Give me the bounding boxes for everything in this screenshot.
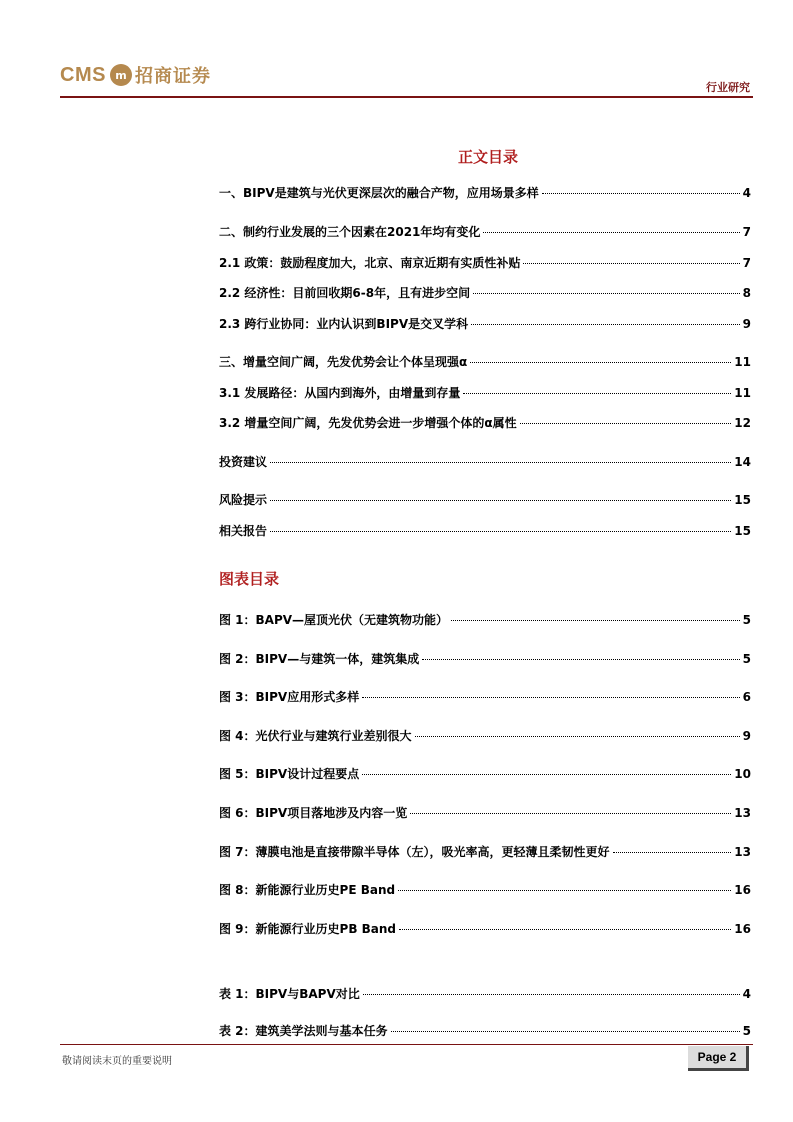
toc-entry[interactable] [219, 353, 751, 371]
toc-entry-label: 相关报告 [219, 524, 268, 538]
table-entry-page: 4 [742, 987, 751, 1001]
leader-dots [483, 232, 739, 233]
company-logo [60, 62, 211, 88]
toc-entry-label: 2.1 政策：鼓励程度加大，北京、南京近期有实质性补贴 [219, 256, 521, 270]
toc-entry[interactable] [219, 254, 751, 272]
figure-entry[interactable] [219, 688, 751, 706]
toc-entry-label: 风险提示 [219, 493, 268, 507]
toc-entry[interactable] [219, 453, 751, 471]
toc-entry[interactable] [219, 491, 751, 509]
table-entry[interactable] [219, 985, 751, 1003]
figure-entry[interactable] [219, 843, 751, 861]
toc-entry-label: 2.3 跨行业协同：业内认识到BIPV是交叉学科 [219, 317, 469, 331]
toc-entry-page: 12 [734, 416, 751, 430]
toc-entry-page: 11 [734, 386, 751, 400]
figure-entry-page: 16 [734, 922, 751, 936]
toc-entry-page: 14 [734, 455, 751, 469]
toc-title: 正文目录 [457, 148, 518, 166]
toc-entry-page: 7 [742, 256, 751, 270]
figure-entry-label: 图 9：新能源行业历史PB Band [219, 922, 397, 936]
logo-emblem-icon: m [110, 64, 132, 86]
figure-entry-page: 13 [734, 845, 751, 859]
leader-dots [270, 462, 731, 463]
leader-dots [542, 193, 740, 194]
figure-entry[interactable] [219, 765, 751, 783]
footer-disclaimer: 敬请阅读末页的重要说明 [62, 1056, 172, 1067]
toc-entry-label: 三、增量空间广阔，先发优势会让个体呈现强α [219, 355, 468, 369]
toc-entry-label: 3.1 发展路径：从国内到海外，由增量到存量 [219, 386, 461, 400]
toc-entry-label: 投资建议 [219, 455, 268, 469]
figure-entry-page: 10 [734, 767, 751, 781]
leader-dots [471, 324, 740, 325]
figure-entry[interactable] [219, 804, 751, 822]
page-header [0, 0, 793, 100]
toc-entry-page: 8 [742, 286, 751, 300]
table-entry-label: 表 1：BIPV与BAPV对比 [219, 987, 360, 1001]
figure-entry[interactable] [219, 611, 751, 629]
figure-entry-label: 图 3：BIPV应用形式多样 [219, 690, 360, 704]
page-number: Page 2 [688, 1046, 749, 1071]
toc-entry-label: 二、制约行业发展的三个因素在2021年均有变化 [219, 225, 481, 239]
toc-entry[interactable] [219, 223, 751, 241]
figures-title: 图表目录 [219, 570, 280, 588]
logo-cms-text: CMS [60, 63, 106, 86]
toc-entry[interactable] [219, 522, 751, 540]
toc-entry-page: 7 [742, 225, 751, 239]
toc-entry[interactable] [219, 315, 751, 333]
leader-dots [391, 1031, 740, 1032]
leader-dots [363, 994, 740, 995]
figure-entry-page: 6 [742, 690, 751, 704]
leader-dots [613, 852, 732, 853]
leader-dots [399, 929, 731, 930]
toc-entry-page: 15 [734, 524, 751, 538]
header-divider [60, 96, 753, 98]
toc-entry-label: 一、BIPV是建筑与光伏更深层次的融合产物，应用场景多样 [219, 186, 539, 200]
toc-entry[interactable] [219, 414, 751, 432]
leader-dots [470, 362, 731, 363]
leader-dots [362, 697, 739, 698]
figure-entry-label: 图 1：BAPV—屋顶光伏（无建筑物功能） [219, 613, 449, 627]
toc-entry-page: 15 [734, 493, 751, 507]
leader-dots [520, 423, 732, 424]
leader-dots [270, 500, 731, 501]
figure-entry-page: 5 [742, 613, 751, 627]
leader-dots [270, 531, 731, 532]
footer-divider [60, 1044, 753, 1045]
table-entry-page: 5 [742, 1024, 751, 1038]
table-entry[interactable] [219, 1022, 751, 1040]
table-entry-label: 表 2：建筑美学法则与基本任务 [219, 1024, 388, 1038]
figure-entry[interactable] [219, 650, 751, 668]
figure-entry-label: 图 7：薄膜电池是直接带隙半导体（左），吸光率高，更轻薄且柔韧性更好 [219, 845, 610, 859]
figure-entry-page: 5 [742, 652, 751, 666]
leader-dots [422, 659, 739, 660]
toc-entry[interactable] [219, 384, 751, 402]
figure-entry-label: 图 2：BIPV—与建筑一体，建筑集成 [219, 652, 420, 666]
leader-dots [415, 736, 740, 737]
figure-entry-page: 9 [742, 729, 751, 743]
leader-dots [398, 890, 731, 891]
leader-dots [463, 393, 731, 394]
toc-entry[interactable] [219, 184, 751, 202]
figure-entry-label: 图 5：BIPV设计过程要点 [219, 767, 360, 781]
toc-entry-label: 3.2 增量空间广阔，先发优势会进一步增强个体的α属性 [219, 416, 517, 430]
logo-chinese-name: 招商证券 [134, 66, 211, 87]
leader-dots [451, 620, 740, 621]
toc-entry[interactable] [219, 284, 751, 302]
figure-entry-label: 图 4：光伏行业与建筑行业差别很大 [219, 729, 412, 743]
figure-entry[interactable] [219, 920, 751, 938]
figure-entry-page: 16 [734, 883, 751, 897]
figure-entry[interactable] [219, 881, 751, 899]
leader-dots [523, 263, 739, 264]
leader-dots [362, 774, 731, 775]
figure-entry-label: 图 6：BIPV项目落地涉及内容一览 [219, 806, 408, 820]
report-category: 行业研究 [706, 81, 750, 94]
toc-entry-page: 11 [734, 355, 751, 369]
toc-entry-page: 9 [742, 317, 751, 331]
toc-entry-page: 4 [742, 186, 751, 200]
figure-entry[interactable] [219, 727, 751, 745]
figure-entry-label: 图 8：新能源行业历史PE Band [219, 883, 396, 897]
toc-entry-label: 2.2 经济性：目前回收期6-8年，且有进步空间 [219, 286, 471, 300]
figure-entry-page: 13 [734, 806, 751, 820]
leader-dots [410, 813, 731, 814]
leader-dots [473, 293, 740, 294]
